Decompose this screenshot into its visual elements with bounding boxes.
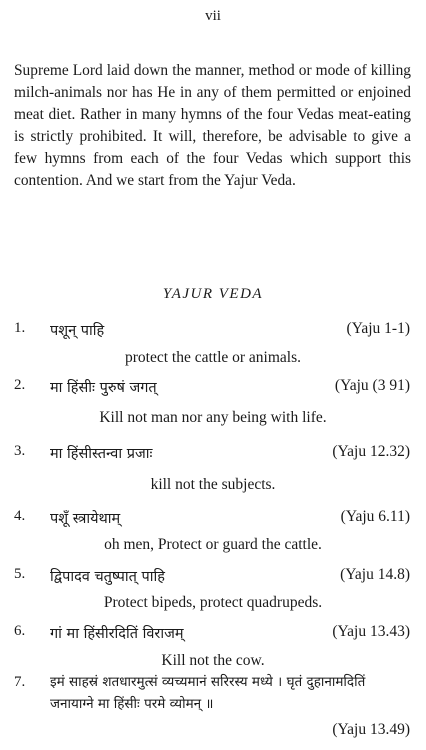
- verse-reference: (Yaju (3 91): [334, 377, 410, 394]
- section-title: YAJUR VEDA: [162, 286, 264, 302]
- sanskrit-text: गां मा हिंसीरदितिं विराजम्: [50, 626, 184, 642]
- translation-1: protect the cattle or animals.: [124, 349, 302, 366]
- sanskrit-text: पशूँ स्त्रायेथाम्: [50, 511, 121, 527]
- verse-reference: (Yaju 13.43): [332, 623, 410, 640]
- verse-number: 3.: [14, 443, 26, 459]
- verse-number: 2.: [14, 377, 26, 393]
- sanskrit-text: मा हिंसीः पुरुषं जगत्: [50, 380, 157, 396]
- verse-reference: (Yaju 1-1): [346, 320, 410, 337]
- verse-reference: (Yaju 13.49): [332, 721, 410, 738]
- verse-number: 7.: [14, 674, 26, 690]
- translation-5: Protect bipeds, protect quadrupeds.: [103, 594, 323, 611]
- sanskrit-text-long: इमं साहस्रं शतधारमुत्सं व्यच्यमानं सरिरस्य मध्ये । घृतं दुहानामदितिं जनायाग्ने मा हिंसीः परमे व्योमन् ॥: [50, 674, 366, 712]
- verse-number: 5.: [14, 566, 26, 582]
- verse-reference: (Yaju 6.11): [340, 508, 410, 525]
- verse-reference: (Yaju 12.32): [332, 443, 410, 460]
- verse-number: 4.: [14, 508, 26, 524]
- sanskrit-text: द्विपादव चतुष्पात् पाहि: [50, 569, 165, 585]
- translation-3: kill not the subjects.: [150, 476, 276, 493]
- sanskrit-text: मा हिंसीस्तन्वा प्रजाः: [50, 446, 153, 462]
- intro-paragraph: Supreme Lord laid down the manner, method or mode of killing milch-animals nor has He in any of them permitted or enjoined meat diet. Rather in many hymns of the four Vedas meat-eating is strictly prohibited. It will, therefore, be advisable to give a few hymns from each of the four Vedas which support this contention. And we start from the Yajur Veda.: [14, 62, 411, 189]
- page-number: vii: [205, 8, 221, 24]
- translation-4: oh men, Protect or guard the cattle.: [104, 536, 322, 553]
- verse-number: 6.: [14, 623, 26, 639]
- translation-6: Kill not the cow.: [161, 652, 265, 669]
- verse-reference: (Yaju 14.8): [340, 566, 410, 583]
- sanskrit-text: पशून् पाहि: [50, 323, 105, 339]
- translation-2: Kill not man nor any being with life.: [99, 409, 327, 426]
- verse-number: 1.: [14, 320, 26, 336]
